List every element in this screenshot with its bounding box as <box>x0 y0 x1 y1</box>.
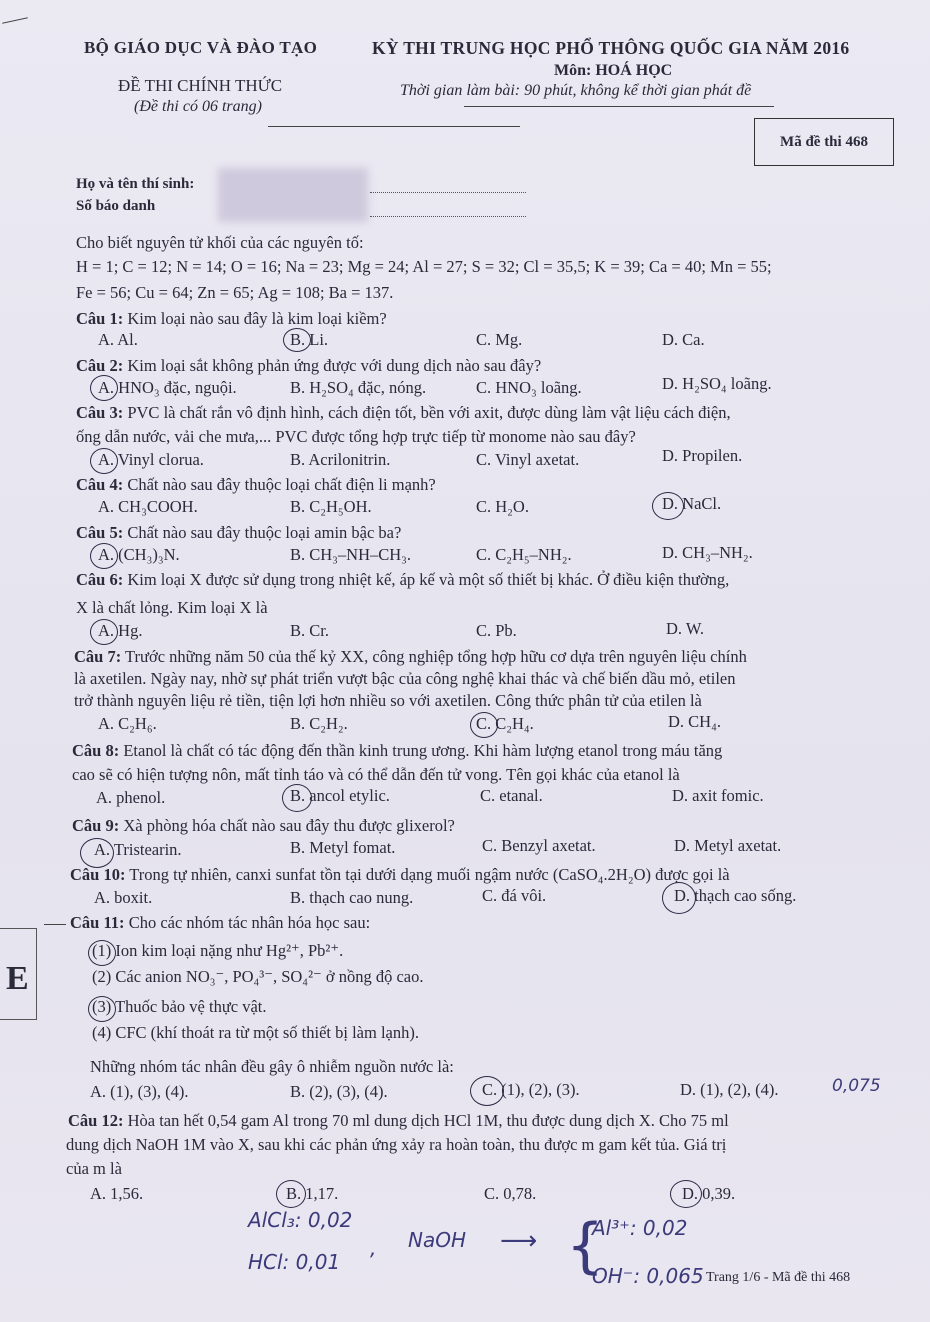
q2-option-d: D. H₂SO₄ loãng. <box>662 374 772 393</box>
question-8-line-2: cao sẽ có hiện tượng nôn, mất tỉnh táo và có thể dẫn đến tử vong. Tên gọi khác của etanol là <box>72 765 680 784</box>
question-7: Câu 7: Trước những năm 50 của thế kỷ XX, công nghiệp tổng hợp hữu cơ dựa trên nguyên liệu chính <box>74 647 747 666</box>
q9-option-b: B. Metyl fomat. <box>290 838 396 857</box>
q4-option-c: C. H₂O. <box>476 497 529 516</box>
exam-title: KỲ THI TRUNG HỌC PHỔ THÔNG QUỐC GIA NĂM 2016 <box>372 38 850 58</box>
q7-option-c: C. C₂H₄. <box>476 714 534 733</box>
question-7-line-3: trở thành nguyên liệu rẻ tiền, tiện lợi hơn nhiều so với axetilen. Công thức phân tử của etilen là <box>74 691 702 710</box>
answer-mark <box>652 492 684 520</box>
answer-mark <box>283 328 311 352</box>
id-dotline <box>370 216 526 217</box>
q12-option-d: D. 0,39. <box>682 1184 736 1203</box>
answer-mark <box>90 448 118 474</box>
margin-letter: E <box>6 960 29 997</box>
q7-option-b: B. C₂H₂. <box>290 714 348 733</box>
answer-mark <box>670 1180 702 1208</box>
answer-mark <box>662 882 696 914</box>
q1-option-b: B. Li. <box>290 330 329 349</box>
question-5: Câu 5: Chất nào sau đây thuộc loại amin bậc ba? <box>76 523 402 542</box>
q9-option-d: D. Metyl axetat. <box>674 836 782 855</box>
brace-icon: { <box>566 1211 605 1281</box>
ministry-name: BỘ GIÁO DỤC VÀ ĐÀO TẠO <box>84 38 318 57</box>
q5-option-a: A. (CH₃)₃N. <box>98 545 180 564</box>
question-10: Câu 10: Trong tự nhiên, canxi sunfat tồn tại dưới dạng muối ngậm nước (CaSO₄.2H₂O) được gọi là <box>70 865 730 884</box>
item-mark <box>88 996 116 1022</box>
question-11: Câu 11: Cho các nhóm tác nhân hóa học sau: <box>70 913 371 932</box>
margin-note: 0,075 <box>832 1076 881 1096</box>
answer-mark <box>90 543 118 569</box>
q11-item-4: (4) CFC (khí thoát ra từ một số thiết bị làm lạnh). <box>92 1023 419 1042</box>
question-2: Câu 2: Kim loại sắt không phản ứng được với dung dịch nào sau đây? <box>76 356 542 375</box>
time-label: Thời gian làm bài: 90 phút, không kể thời gian phát đề <box>400 82 752 99</box>
handwriting-naoh: NaOH <box>408 1228 466 1252</box>
q8-option-a: A. phenol. <box>96 788 166 807</box>
question-9: Câu 9: Xà phòng hóa chất nào sau đây thu được glixerol? <box>72 816 455 835</box>
q4-option-b: B. C₂H₅OH. <box>290 497 372 516</box>
answer-mark <box>276 1180 306 1208</box>
q2-option-a: A. HNO₃ đặc, nguội. <box>98 378 237 397</box>
answer-mark <box>90 619 118 645</box>
candidate-id-label: Số báo danh <box>76 198 156 214</box>
time-underline <box>464 106 774 107</box>
q11-option-a: A. (1), (3), (4). <box>90 1082 189 1101</box>
q8-option-d: D. axit fomic. <box>672 786 764 805</box>
subject-label: Môn: HOÁ HỌC <box>554 62 673 79</box>
question-12-line-3: của m là <box>66 1159 122 1178</box>
q12-option-b: B. 1,17. <box>286 1184 339 1203</box>
margin-mark <box>2 17 28 23</box>
q9-option-a: A. Tristearin. <box>94 840 182 859</box>
q2-option-b: B. H₂SO₄ đặc, nóng. <box>290 378 427 397</box>
q3-option-d: D. Propilen. <box>662 446 743 465</box>
q10-option-b: B. thạch cao nung. <box>290 888 414 907</box>
q6-option-d: D. W. <box>666 619 705 638</box>
q2-option-c: C. HNO₃ loãng. <box>476 378 582 397</box>
q7-option-d: D. CH₄. <box>668 712 721 731</box>
q10-option-c: C. đá vôi. <box>482 886 547 905</box>
arrow-icon: ⟶ <box>500 1226 538 1256</box>
atomic-intro: Cho biết nguyên tử khối của các nguyên tố: <box>76 233 364 252</box>
q6-option-a: A. Hg. <box>98 621 143 640</box>
q4-option-d: D. NaCl. <box>662 494 722 513</box>
q6-option-c: C. Pb. <box>476 621 517 640</box>
question-3: Câu 3: PVC là chất rắn vô định hình, cách điện tốt, bền với axit, được dùng làm vật liệu cách điện, <box>76 403 731 422</box>
official-label: ĐỀ THI CHÍNH THỨC <box>118 76 283 95</box>
q9-option-c: C. Benzyl axetat. <box>482 836 596 855</box>
answer-mark <box>470 1076 504 1106</box>
q12-option-a: A. 1,56. <box>90 1184 144 1203</box>
q1-option-d: D. Ca. <box>662 330 705 349</box>
atomic-line-2: Fe = 56; Cu = 64; Zn = 65; Ag = 108; Ba = 137. <box>76 283 394 302</box>
q1-option-c: C. Mg. <box>476 330 523 349</box>
q11-option-b: B. (2), (3), (4). <box>290 1082 388 1101</box>
question-12: Câu 12: Hòa tan hết 0,54 gam Al trong 70 ml dung dịch HCl 1M, thu được dung dịch X. Cho 75 ml <box>68 1111 729 1130</box>
q3-option-a: A. Vinyl clorua. <box>98 450 204 469</box>
answer-mark <box>282 784 312 812</box>
q11-option-c: C. (1), (2), (3). <box>482 1080 580 1099</box>
q11-option-d: D. (1), (2), (4). <box>680 1080 779 1099</box>
handwriting-comma: , <box>370 1236 377 1260</box>
answer-mark <box>90 375 118 401</box>
question-3-line-2: ống dẫn nước, vải che mưa,... PVC được tổng hợp trực tiếp từ monome nào sau đây? <box>76 427 636 446</box>
answer-mark <box>470 712 498 738</box>
exam-code-box: Mã đề thi 468 <box>754 118 894 166</box>
q1-option-a: A. Al. <box>98 330 138 349</box>
question-6: Câu 6: Kim loại X được sử dụng trong nhiệt kế, áp kế và một số thiết bị khác. Ở điều kiện thường, <box>76 570 730 589</box>
question-6-line-2: X là chất lỏng. Kim loại X là <box>76 598 268 617</box>
question-7-line-2: là axetilen. Ngày nay, nhờ sự phát triển vượt bậc của công nghệ khai thác và chế biến dầu mỏ, etilen <box>74 669 736 688</box>
item-mark <box>88 940 116 966</box>
header-rule <box>268 126 520 127</box>
q11-item-3: (3) Thuốc bảo vệ thực vật. <box>92 997 267 1016</box>
q8-option-b: B. ancol etylic. <box>290 786 390 805</box>
question-1: Câu 1: Kim loại nào sau đây là kim loại kiềm? <box>76 309 387 328</box>
q5-option-b: B. CH₃–NH–CH₃. <box>290 545 412 564</box>
pages-note: (Đề thi có 06 trang) <box>134 98 262 115</box>
q3-option-c: C. Vinyl axetat. <box>476 450 580 469</box>
q6-option-b: B. Cr. <box>290 621 329 640</box>
q3-option-b: B. Acrilonitrin. <box>290 450 391 469</box>
candidate-name-label: Họ và tên thí sinh: <box>76 176 195 192</box>
redacted-area <box>218 168 368 222</box>
q11-item-1: (1) Ion kim loại nặng như Hg²⁺, Pb²⁺. <box>92 941 344 960</box>
q11-stem: Những nhóm tác nhân đều gây ô nhiễm nguồn nước là: <box>90 1057 454 1076</box>
page-footer: Trang 1/6 - Mã đề thi 468 <box>706 1270 851 1285</box>
margin-dash <box>44 924 66 925</box>
question-4: Câu 4: Chất nào sau đây thuộc loại chất điện li mạnh? <box>76 475 436 494</box>
q4-option-a: A. CH₃COOH. <box>98 497 198 516</box>
q12-option-c: C. 0,78. <box>484 1184 537 1203</box>
q11-item-2: (2) Các anion NO₃⁻, PO₄³⁻, SO₄²⁻ ở nồng độ cao. <box>92 967 424 986</box>
question-8: Câu 8: Etanol là chất có tác động đến thần kinh trung ương. Khi hàm lượng etanol trong máu tăng <box>72 741 723 760</box>
q5-option-c: C. C₂H₅–NH₂. <box>476 545 572 564</box>
atomic-line-1: H = 1; C = 12; N = 14; O = 16; Na = 23; Mg = 24; Al = 27; S = 32; Cl = 35,5; K = 39; Ca = 40; Mn = 55; <box>76 257 772 276</box>
q7-option-a: A. C₂H₆. <box>98 714 157 733</box>
handwriting-oh: OH⁻: 0,065 <box>592 1264 704 1288</box>
handwriting-alcl3: AlCl₃: 0,02 <box>248 1208 353 1232</box>
handwriting-hcl: HCl: 0,01 <box>248 1250 341 1274</box>
q8-option-c: C. etanal. <box>480 786 543 805</box>
q5-option-d: D. CH₃–NH₂. <box>662 543 753 562</box>
handwriting-al3: Al³⁺: 0,02 <box>592 1216 688 1240</box>
name-dotline <box>370 192 526 193</box>
q10-option-a: A. boxit. <box>94 888 153 907</box>
question-12-line-2: dung dịch NaOH 1M vào X, sau khi các phản ứng xảy ra hoàn toàn, thu được m gam kết tủa. Giá trị <box>66 1135 727 1154</box>
q10-option-d: D. thạch cao sống. <box>674 886 797 905</box>
